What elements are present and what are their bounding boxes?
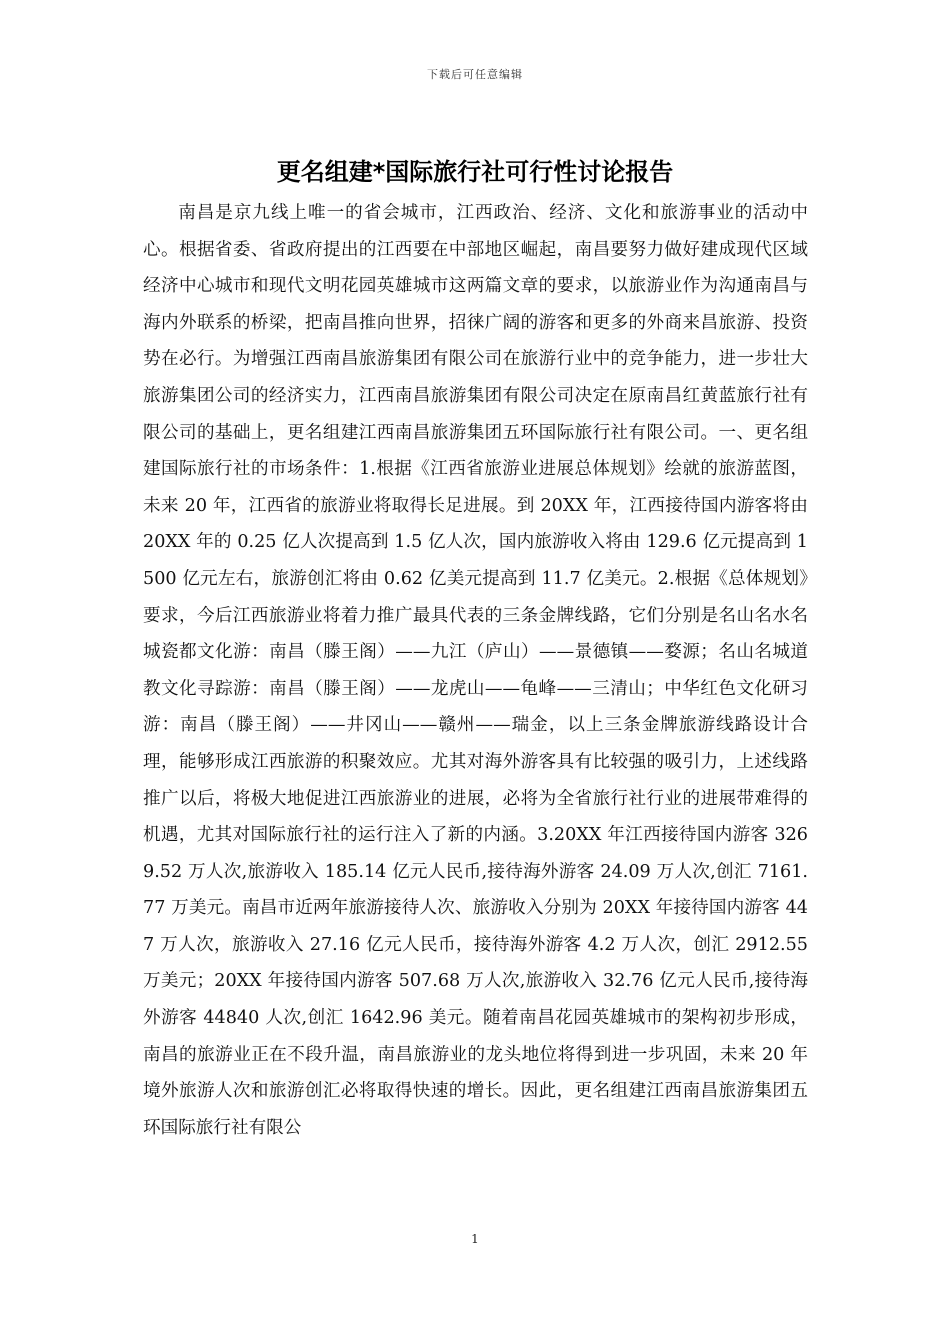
- page-number: 1: [471, 1232, 479, 1246]
- body-paragraph: 南昌是京九线上唯一的省会城市，江西政治、经济、文化和旅游事业的活动中心。根据省委、省政府提出的江西要在中部地区崛起，南昌要努力做好建成现代区域经济中心城市和现代文明花园英雄城市这两篇文章的要求，以旅游业作为沟通南昌与海内外联系的桥梁，把南昌推向世界，招徕广阔的游客和更多的外商来昌旅游、投资势在必行。为增强江西南昌旅游集团有限公司在旅游行业中的竞争能力，进一步壮大旅游集团公司的经济实力，江西南昌旅游集团有限公司决定在原南昌红黄蓝旅行社有限公司的基础上，更名组建江西南昌旅游集团五环国际旅行社有限公司。一、更名组建国际旅行社的市场条件：1.根据《江西省旅游业进展总体规划》绘就的旅游蓝图，未来 20 年，江西省的旅游业将取得长足进展。到 20XX 年，江西接待国内游客将由 20XX 年的 0.25 亿人次提高到 1.5 亿人次，国内旅游收入将由 129.6 亿元提高到 1500 亿元左右，旅游创汇将由 0.62 亿美元提高到 11.7 亿美元。2.根据《总体规划》要求，今后江西旅游业将着力推广最具代表的三条金牌线路，它们分别是名山名水名城瓷都文化游：南昌（滕王阁）——九江（庐山）——景德镇——婺源；名山名城道教文化寻踪游：南昌（滕王阁）——龙虎山——龟峰——三清山；中华红色文化研习游：南昌（滕王阁）——井冈山——赣州——瑞金，以上三条金牌旅游线路设计合理，能够形成江西旅游的积聚效应。尤其对海外游客具有比较强的吸引力，上述线路推广以后，将极大地促进江西旅游业的进展，必将为全省旅行社行业的进展带难得的机遇，尤其对国际旅行社的运行注入了新的内涵。3.20XX 年江西接待国内游客 3269.52 万人次,旅游收入 185.14 亿元人民币,接待海外游客 24.09 万人次,创汇 7161.77 万美元。南昌市近两年旅游接待人次、旅游收入分别为 20XX 年接待国内游客 447 万人次，旅游收入 27.16 亿元人民币，接待海外游客 4.2 万人次，创汇 2912.55 万美元；20XX 年接待国内游客 507.68 万人次,旅游收入 32.76 亿元人民币,接待海外游客 44840 人次,创汇 1642.96 美元。随着南昌花园英雄城市的架构初步形成，南昌的旅游业正在不段升温，南昌旅游业的龙头地位将得到进一步巩固，未来 20 年境外旅游人次和旅游创汇必将取得快速的增长。因此，更名组建江西南昌旅游集团五环国际旅行社有限公: [143, 203, 808, 1138]
- header-note: 下载后可任意编辑: [427, 68, 523, 81]
- document-title: 更名组建*国际旅行社可行性讨论报告: [276, 158, 674, 186]
